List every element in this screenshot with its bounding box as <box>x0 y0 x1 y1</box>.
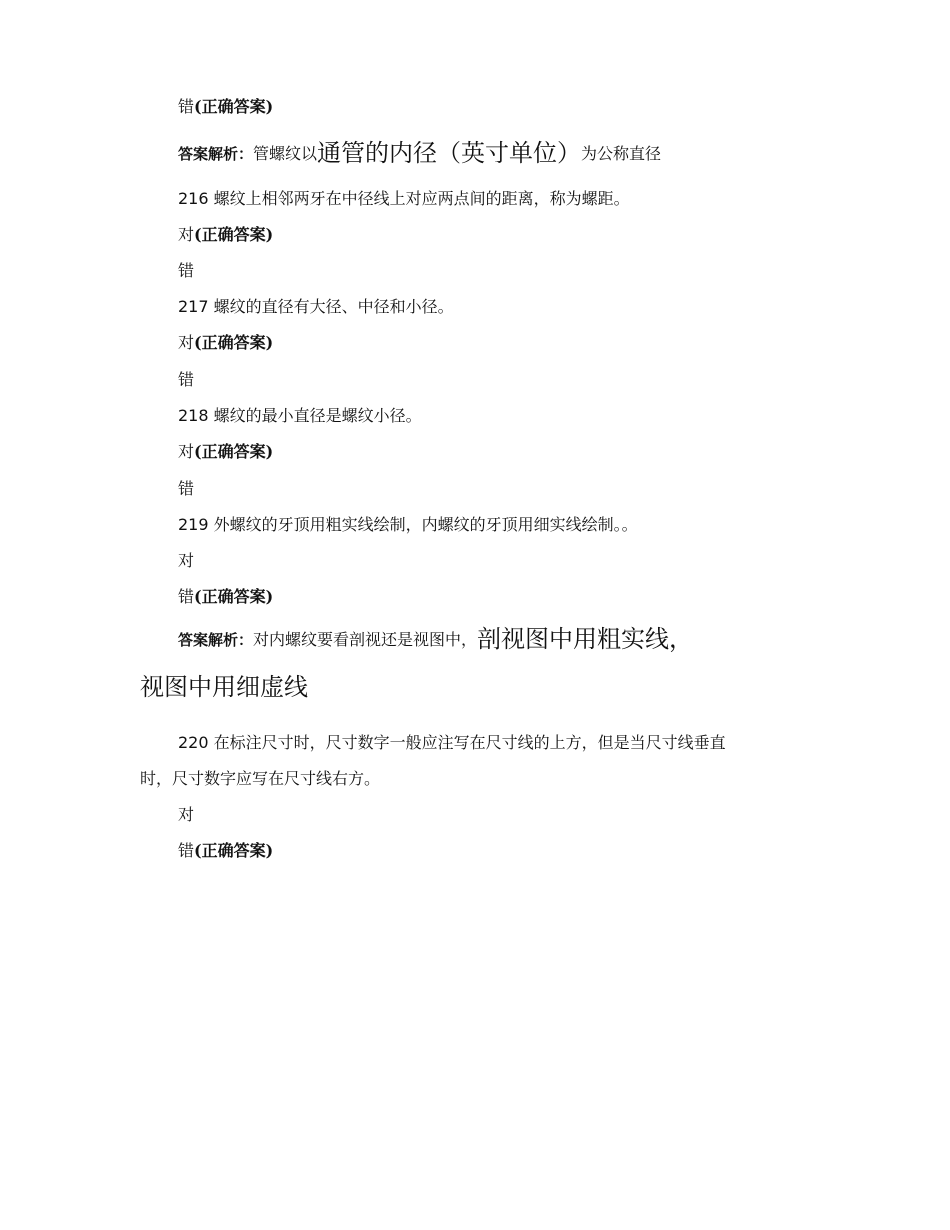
question-218-stem <box>0 406 950 426</box>
option-b-text: 错 <box>178 261 195 280</box>
question-219-analysis-continued <box>0 672 950 702</box>
question-219-stem <box>0 515 950 535</box>
question-219-analysis <box>0 624 950 654</box>
correct-answer-mark: (正确答案) <box>194 225 274 244</box>
question-number: 217 <box>178 297 209 316</box>
analysis-text: 管螺纹以 <box>253 144 318 163</box>
correct-answer-mark: (正确答案) <box>194 841 274 860</box>
option-b-text: 错 <box>178 587 195 606</box>
question-220-option-a <box>0 805 950 825</box>
option-b-text: 错 <box>178 97 195 116</box>
prev-option-b <box>0 97 950 117</box>
question-217-option-b <box>0 370 950 390</box>
question-stem: 螺纹上相邻两牙在中径线上对应两点间的距离，称为螺距。 <box>213 189 630 208</box>
question-219-option-a <box>0 551 950 571</box>
correct-answer-mark: (正确答案) <box>194 97 274 116</box>
option-b-text: 错 <box>178 841 195 860</box>
question-219-option-b <box>0 587 950 607</box>
question-220-option-b <box>0 841 950 861</box>
option-a-text: 对 <box>178 805 195 824</box>
question-218-option-b <box>0 479 950 499</box>
question-stem: 螺纹的直径有大径、中径和小径。 <box>213 297 454 316</box>
analysis-label: 答案解析： <box>178 631 254 649</box>
prev-analysis <box>0 138 950 168</box>
correct-answer-mark: (正确答案) <box>194 587 274 606</box>
question-number: 216 <box>178 189 209 208</box>
analysis-emphasis: 视图中用细虚线 <box>140 673 308 701</box>
analysis-emphasis: 剖视图中用粗实线， <box>477 625 694 653</box>
question-number: 218 <box>178 406 209 425</box>
question-217-option-a <box>0 333 950 353</box>
correct-answer-mark: (正确答案) <box>194 333 274 352</box>
question-220-stem <box>0 733 950 753</box>
question-stem: 外螺纹的牙顶用粗实线绘制，内螺纹的牙顶用细实线绘制。。 <box>213 515 638 534</box>
question-216-option-a <box>0 225 950 245</box>
correct-answer-mark: (正确答案) <box>194 442 274 461</box>
option-b-text: 错 <box>178 370 195 389</box>
question-number: 220 <box>178 733 209 752</box>
analysis-text-end: 为公称直径 <box>581 144 662 163</box>
question-number: 219 <box>178 515 209 534</box>
option-a-text: 对 <box>178 333 195 352</box>
question-stem: 时，尺寸数字应写在尺寸线右方。 <box>140 769 381 788</box>
question-stem: 螺纹的最小直径是螺纹小径。 <box>213 406 422 425</box>
option-b-text: 错 <box>178 479 195 498</box>
question-217-stem <box>0 297 950 317</box>
question-220-stem-continued <box>0 769 950 789</box>
analysis-emphasis: 通管的内径（英寸单位） <box>317 139 582 167</box>
question-216-option-b <box>0 261 950 281</box>
analysis-label: 答案解析： <box>178 145 254 163</box>
question-218-option-a <box>0 442 950 462</box>
analysis-text: 对内螺纹要看剖视还是视图中， <box>253 630 478 649</box>
option-a-text: 对 <box>178 551 195 570</box>
question-stem: 在标注尺寸时，尺寸数字一般应注写在尺寸线的上方，但是当尺寸线垂直 <box>213 733 726 752</box>
option-a-text: 对 <box>178 225 195 244</box>
option-a-text: 对 <box>178 442 195 461</box>
question-216-stem <box>0 189 950 209</box>
